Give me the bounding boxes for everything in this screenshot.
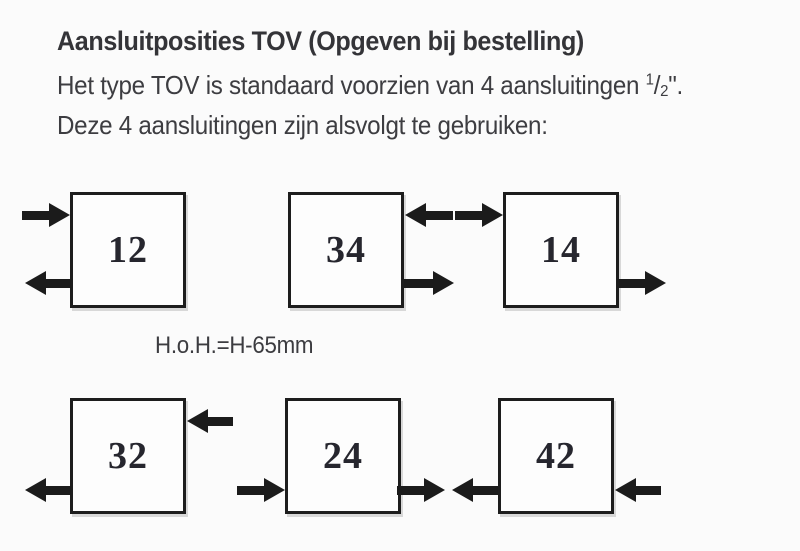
connection-box-42 xyxy=(498,398,614,514)
inch-mark: ". xyxy=(668,70,683,100)
box42-outlet-arrow-icon xyxy=(452,478,498,502)
box42-inlet-arrow-icon xyxy=(615,478,661,502)
section-title: Aansluitposities TOV (Opgeven bij bestelling) xyxy=(57,26,584,56)
box-label-32: 32 xyxy=(108,435,148,477)
box14-inlet-arrow-icon xyxy=(455,203,503,227)
box-label-24: 24 xyxy=(323,435,363,477)
box12-outlet-arrow-icon xyxy=(25,271,71,295)
box-label-34: 34 xyxy=(326,229,366,271)
connection-box-32 xyxy=(70,398,186,514)
box-label-14: 14 xyxy=(541,229,581,271)
box24-inlet-arrow-icon xyxy=(237,478,285,502)
connection-box-24 xyxy=(285,398,401,514)
connection-box-14 xyxy=(503,192,619,308)
box24-outlet-arrow-icon xyxy=(397,478,445,502)
box12-inlet-arrow-icon xyxy=(22,203,70,227)
box-label-12: 12 xyxy=(108,229,148,271)
box34-inlet-arrow-icon xyxy=(405,203,453,227)
box34-outlet-arrow-icon xyxy=(404,271,454,295)
connection-box-34 xyxy=(288,192,404,308)
half-inch-fraction xyxy=(646,70,669,100)
hoh-dimension-note: H.o.H.=H-65mm xyxy=(155,332,314,359)
box-label-42: 42 xyxy=(536,435,576,477)
fraction-numerator: 1 xyxy=(645,70,654,89)
fraction-slash: / xyxy=(653,70,661,100)
box32-outlet-arrow-icon xyxy=(25,478,71,502)
intro-line-1 xyxy=(57,70,683,101)
box14-outlet-arrow-icon xyxy=(617,271,666,295)
intro-line-1-text: Het type TOV is standaard voorzien van 4 aansluitingen xyxy=(57,70,646,100)
box32-inlet-arrow-icon xyxy=(187,409,233,433)
intro-line-2: Deze 4 aansluitingen zijn alsvolgt te gebruiken: xyxy=(57,110,548,140)
fraction-denominator: 2 xyxy=(660,82,669,100)
connection-box-12 xyxy=(70,192,186,308)
